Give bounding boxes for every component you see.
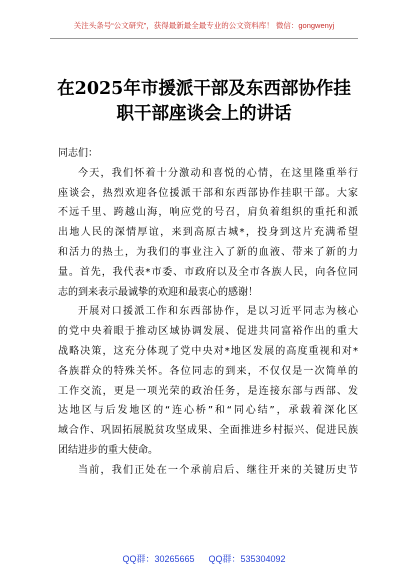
body-line: 开展对口援派工作和东西部协作，是以习近平同志为核心 — [78, 306, 358, 318]
title-line-1: 在2025年市援派干部及东西部协作挂 — [57, 79, 351, 99]
body-line: 各族群众的特殊关怀。各位同志的到来，不仅仅是一次简单的 — [58, 365, 358, 377]
body-line: 出地人民的深情厚谊，来到高原古城*，投身到这片充满希望 — [58, 227, 358, 239]
header-divider — [50, 38, 358, 39]
footer-qq-group-2: QQ群：535304092 — [208, 554, 286, 564]
body-line: 战略决策，这充分体现了党中央对*地区发展的高度重视和对* — [58, 345, 358, 357]
body-line: 达地区与后发地区的“连心桥”和“同心结”，承载着深化区 — [58, 405, 358, 417]
header-banner: 关注头条号“公文研究”，获得最新最全最专业的公文资料库！ 微信：gongwenyj — [73, 21, 335, 30]
body-line: 量。首先，我代表*市委、市政府以及全市各族人民，向各位同 — [58, 266, 358, 278]
body-line: 不远千里、跨越山海，响应党的号召，肩负着组织的重托和派 — [58, 207, 358, 219]
body-line: 今天，我们怀着十分激动和喜悦的心情，在这里隆重举行 — [78, 167, 358, 179]
body-line: 工作交流，更是一项光荣的政治任务，是连接东部与西部、发 — [58, 385, 358, 397]
footer-qq-group-1: QQ群：30265665 — [122, 554, 195, 564]
body-line: 座谈会，热烈欢迎各位援派干部和东西部协作挂职干部。大家 — [58, 187, 358, 199]
document-title — [48, 77, 360, 127]
body-line: 的党中央着眼于推动区域协调发展、促进共同富裕作出的重大 — [58, 326, 358, 338]
body-line: 域合作、巩固拓展脱贫攻坚成果、全面推进乡村振兴、促进民族 — [58, 425, 358, 437]
salutation: 同志们： — [58, 148, 98, 159]
title-line-2: 职干部座谈会上的讲话 — [116, 104, 292, 124]
body-line: 志的到来表示最诚挚的欢迎和最衷心的感谢！ — [58, 286, 258, 298]
body-line: 团结进步的重大使命。 — [58, 444, 158, 456]
footer-contacts — [50, 552, 358, 565]
document-body — [58, 144, 358, 481]
body-line: 当前，我们正处在一个承前启后、继往开来的关键历史节 — [78, 464, 358, 476]
body-line: 和活力的热土，为我们的事业注入了新的血液、带来了新的力 — [58, 246, 358, 258]
